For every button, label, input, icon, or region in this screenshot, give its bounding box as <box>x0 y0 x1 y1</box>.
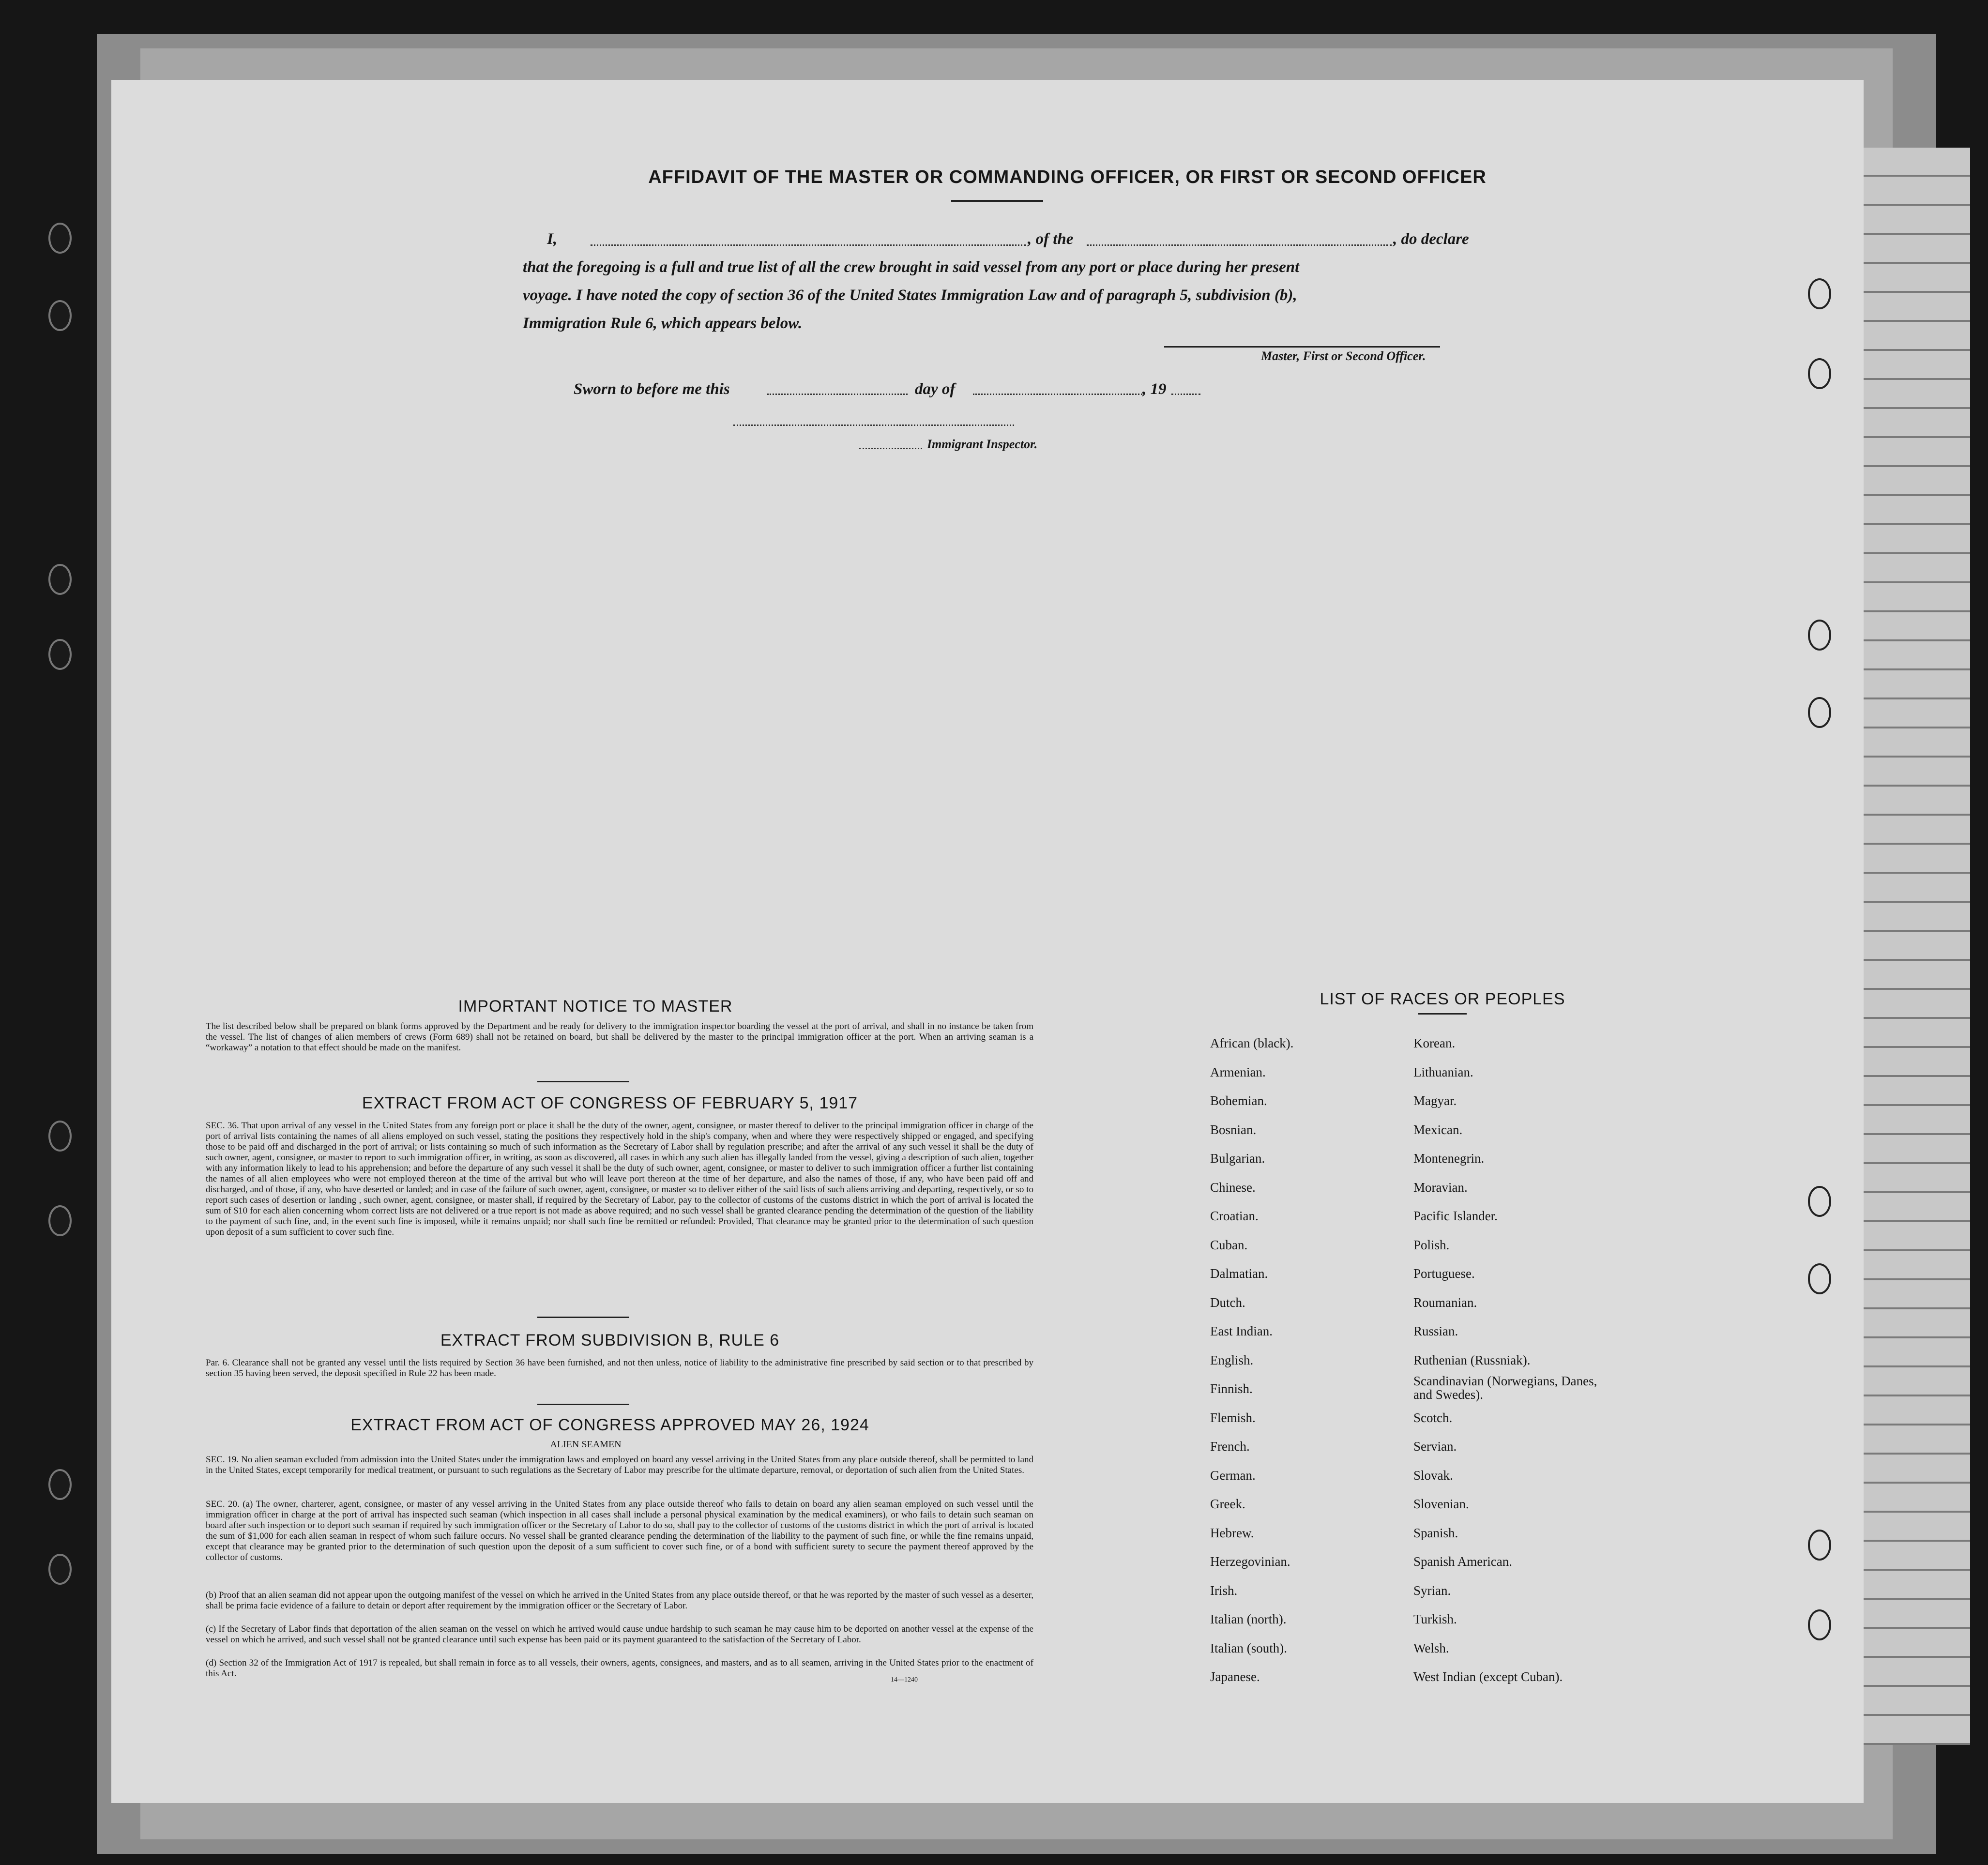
affidavit-title: AFFIDAVIT OF THE MASTER OR COMMANDING OFFICER, OR FIRST OR SECOND OFFICER <box>648 167 1487 187</box>
binder-hole-left <box>48 300 72 331</box>
race-item: Chinese. <box>1210 1180 1256 1195</box>
race-item: Spanish American. <box>1413 1554 1512 1569</box>
inspector-prefix-line <box>859 448 922 449</box>
race-item: Montenegrin. <box>1413 1151 1485 1166</box>
race-item: Magyar. <box>1413 1093 1457 1108</box>
race-item: Herzegovinian. <box>1210 1554 1290 1569</box>
race-item: Armenian. <box>1210 1064 1266 1079</box>
sworn-text-b: day of <box>915 380 956 398</box>
race-item: Pacific Islander. <box>1413 1209 1498 1223</box>
affidavit-line2: that the foregoing is a full and true list of all the crew brought in said vessel from any port or place during her present <box>523 258 1300 276</box>
race-item: East Indian. <box>1210 1324 1273 1338</box>
binder-hole-left <box>48 1121 72 1152</box>
binder-hole-left <box>48 1205 72 1236</box>
race-item: Scotch. <box>1413 1410 1453 1425</box>
race-item: Finnish. <box>1210 1381 1253 1396</box>
race-item: Italian (south). <box>1210 1640 1287 1655</box>
binder-hole-right <box>1808 278 1831 309</box>
binder-hole-left <box>48 1469 72 1500</box>
race-item: African (black). <box>1210 1036 1294 1050</box>
inspector-signature-field[interactable] <box>733 425 1014 426</box>
sworn-year-field[interactable] <box>1171 394 1200 395</box>
binder-hole-right <box>1808 358 1831 389</box>
races-title: LIST OF RACES OR PEOPLES <box>1320 990 1565 1008</box>
affidavit-line3: voyage. I have noted the copy of section 36 of the United States Immigration Law and of paragraph 5, subdivision (b), <box>523 287 1297 304</box>
race-item: Italian (north). <box>1210 1612 1287 1626</box>
binder-hole-right <box>1808 1530 1831 1561</box>
extract-1924-sec20b: (b) Proof that an alien seaman did not appear upon the outgoing manifest of the vessel on which he arrived in the United States from any place outside thereof, or that he was reported by the master of such vessel as a deserter, shall be prima facie evidence of a failure to detain or deport after requirement by the immigration officer or the Secretary of Labor. <box>206 1590 1033 1611</box>
form-number: 14—1240 <box>891 1676 918 1683</box>
binder-hole-right <box>1808 1186 1831 1217</box>
declarant-name-field[interactable] <box>591 244 1026 246</box>
extract-1917-title: EXTRACT FROM ACT OF CONGRESS OF FEBRUARY 5, 1917 <box>362 1094 858 1112</box>
extract-1924-title: EXTRACT FROM ACT OF CONGRESS APPROVED MAY 26, 1924 <box>350 1416 869 1434</box>
race-item: Spanish. <box>1413 1525 1458 1540</box>
race-item: Polish. <box>1413 1237 1450 1252</box>
race-item: Greek. <box>1210 1497 1245 1511</box>
affidavit-line1-a: I, <box>547 230 558 248</box>
extract-1924-sec20a: SEC. 20. (a) The owner, charterer, agent, consignee, or master of any vessel arriving in the United States from any place outside thereof who fails to detain on board any alien seaman employed on such vessel until the immigration officer in charge at the port of arrival has inspected such seaman (which inspection in all cases shall include a personal physical examination by the medical examiners), or who fails to detain such seaman on board after such inspection or to deport such seaman if required by such immigration officer or the Secretary of Labor to do so, shall pay to the collector of customs of the customs district in which the port of arrival is located the sum of $1,000 for each alien seaman in respect of whom such failure occurs. No vessel shall be granted clearance pending the determination of the liability to the payment of such fine, or while the fine remains unpaid, except that clearance may be granted prior to the determination of such question upon the deposit of a sum sufficient to cover such fine, or of a bond with sufficient surety to secure the payment thereof approved by the collector of customs. <box>206 1499 1033 1562</box>
race-item: Russian. <box>1413 1324 1458 1338</box>
race-item: Croatian. <box>1210 1209 1259 1223</box>
binder-hole-left <box>48 564 72 595</box>
title-underline <box>951 200 1043 202</box>
binder-hole-left <box>48 223 72 254</box>
notice-body: The list described below shall be prepared on blank forms approved by the Department and be ready for delivery to the immigration inspector boarding the vessel at the port of arrival, and shall in no instance be taken from the vessel. The list of changes of alien members of crews (Form 689) shall not be retained on board, but shall be delivered by the master to the principal immigration officer at the port. When an arriving seaman is a “workaway” a notation to that effect should be made on the manifest. <box>206 1021 1033 1053</box>
race-item: Korean. <box>1413 1036 1456 1050</box>
affidavit-line1-b: , of the <box>1028 230 1074 248</box>
race-item: Scandinavian (Norwegians, Danes, and Swedes). <box>1413 1374 1597 1402</box>
binder-hole-right <box>1808 1263 1831 1294</box>
race-item: French. <box>1210 1439 1250 1454</box>
race-item: Mexican. <box>1413 1122 1463 1137</box>
extract-rule6-body: Par. 6. Clearance shall not be granted any vessel until the lists required by Section 36 have been furnished, and not then unless, notice of liability to the administrative fine prescribed by said section or to that prescribed by section 35 having been served, the deposit specified in Rule 22 has been made. <box>206 1358 1033 1379</box>
race-item: Moravian. <box>1413 1180 1468 1195</box>
extract-1924-sec20c: (c) If the Secretary of Labor finds that deportation of the alien seaman on the vessel on which he arrived would cause undue hardship to such seaman he may cause him to be deported on another vessel at the expense of the vessel on which he arrived, and such vessel shall not be granted clearance until such expense has been paid or its payment guaranteed to the satisfaction of the Secretary of Labor. <box>206 1624 1033 1645</box>
extract-rule6-title: EXTRACT FROM SUBDIVISION B, RULE 6 <box>440 1331 780 1349</box>
affidavit-line1-c: , do declare <box>1393 230 1469 248</box>
race-item: Flemish. <box>1210 1410 1256 1425</box>
race-item: Servian. <box>1413 1439 1457 1454</box>
extract-1917-body: SEC. 36. That upon arrival of any vessel in the United States from any foreign port or place it shall be the duty of the owner, agent, consignee, or master thereof to deliver to the principal immigration officer in charge of the port of arrival lists containing the names of all aliens employed on such vessel, stating the positions they respectively hold in the ship's company, when and where they were respectively shipped or engaged, and specifying those to be paid off and discharged in the port of arrival; or lists containing so much of such information as the Secretary of Labor shall by regulation prescribe; and after the arrival of any such vessel it shall be the duty of such owner, agent, consignee, or master to report to such immigration officer, in writing, as soon as discovered, all cases in which any such alien has illegally landed from the vessel, giving a description of such alien, together with any information likely to lead to his apprehension; and before the departure of any such vessel it shall be the duty of such owner, agent, consignee, or master to deliver to such immigration officer a further list containing the names of all alien employees who were not employed thereon at the time of the arrival but who will leave port thereon at the time of her departure, and also the names of those, if any, who have been paid off and discharged, and of those, if any, who have deserted or landed; and in case of the failure of such owner, agent, consignee, or master so to deliver either of the said lists of such aliens arriving and departing, respectively, or so to report such cases of desertion or landing , such owner, agent, consignee, or master shall, if required by the Secretary of Labor, pay to the collector of customs of the customs district in which the port of arrival is located the sum of $10 for each alien concerning whom correct lists are not delivered or a true report is not made as above required; and no such vessel shall be granted clearance pending the determination of the question of the liability to the payment of such fine, and, in the event such fine is imposed, while it remains unpaid; nor shall such fine be remitted or refunded: Provided, That clearance may be granted prior to the determination of such question upon deposit of a sum sufficient to cover such fine. <box>206 1121 1033 1237</box>
extract-1924-subtitle: ALIEN SEAMEN <box>550 1439 622 1450</box>
ruled-margin <box>1864 148 1970 1745</box>
race-item: Portuguese. <box>1413 1266 1475 1281</box>
signature-label: Master, First or Second Officer. <box>1261 349 1426 363</box>
vessel-name-field[interactable] <box>1087 244 1392 246</box>
race-item: Irish. <box>1210 1583 1238 1598</box>
binder-hole-right <box>1808 1609 1831 1640</box>
race-item: Cuban. <box>1210 1237 1248 1252</box>
binder-hole-right <box>1808 697 1831 728</box>
extract-1924-sec20d: (d) Section 32 of the Immigration Act of 1917 is repealed, but shall remain in force as to all vessels, their owners, agents, consignees, and masters, and as to all seamen, arriving in the United States prior to the enactment of this Act. <box>206 1658 1033 1679</box>
race-item: Turkish. <box>1413 1612 1457 1626</box>
race-item: Bulgarian. <box>1210 1151 1265 1166</box>
race-item: Roumanian. <box>1413 1295 1477 1310</box>
extract-rule6-divider <box>537 1404 629 1405</box>
race-item: Dalmatian. <box>1210 1266 1268 1281</box>
affidavit-line4: Immigration Rule 6, which appears below. <box>523 315 803 332</box>
race-item: Ruthenian (Russniak). <box>1413 1352 1531 1367</box>
sworn-text-c: , 19 <box>1142 380 1167 398</box>
signature-line[interactable] <box>1164 346 1440 348</box>
binder-hole-left <box>48 639 72 670</box>
extract-1917-divider <box>537 1317 629 1318</box>
race-item: Slovenian. <box>1413 1497 1469 1511</box>
race-item: West Indian (except Cuban). <box>1413 1669 1563 1684</box>
race-item: Hebrew. <box>1210 1525 1254 1540</box>
race-item: Japanese. <box>1210 1669 1260 1684</box>
binder-hole-right <box>1808 620 1831 651</box>
race-item: Welsh. <box>1413 1640 1449 1655</box>
race-item: Syrian. <box>1413 1583 1451 1598</box>
race-item: Bosnian. <box>1210 1122 1257 1137</box>
races-divider <box>1418 1013 1467 1015</box>
race-item: Lithuanian. <box>1413 1064 1473 1079</box>
race-item: Bohemian. <box>1210 1093 1267 1108</box>
notice-divider <box>537 1081 629 1082</box>
race-item: Slovak. <box>1413 1468 1453 1483</box>
race-item: German. <box>1210 1468 1256 1483</box>
race-item: Dutch. <box>1210 1295 1245 1310</box>
sworn-day-field[interactable] <box>767 394 908 395</box>
binder-hole-left <box>48 1554 72 1585</box>
manifest-page <box>111 80 1864 1803</box>
sworn-text-a: Sworn to before me this <box>574 380 730 398</box>
inspector-label: Immigrant Inspector. <box>927 437 1038 451</box>
sworn-month-field[interactable] <box>973 394 1142 395</box>
extract-1924-sec19: SEC. 19. No alien seaman excluded from admission into the United States under the immigration laws and employed on board any vessel arriving in the United States from any place outside thereof, shall be permitted to land in the United States, except temporarily for medical treatment, or pursuant to such regulations as the Secretary of Labor may prescribe for the ultimate departure, removal, or deportation of such alien from the United States. <box>206 1455 1033 1475</box>
race-item: English. <box>1210 1352 1254 1367</box>
notice-title: IMPORTANT NOTICE TO MASTER <box>458 997 733 1016</box>
